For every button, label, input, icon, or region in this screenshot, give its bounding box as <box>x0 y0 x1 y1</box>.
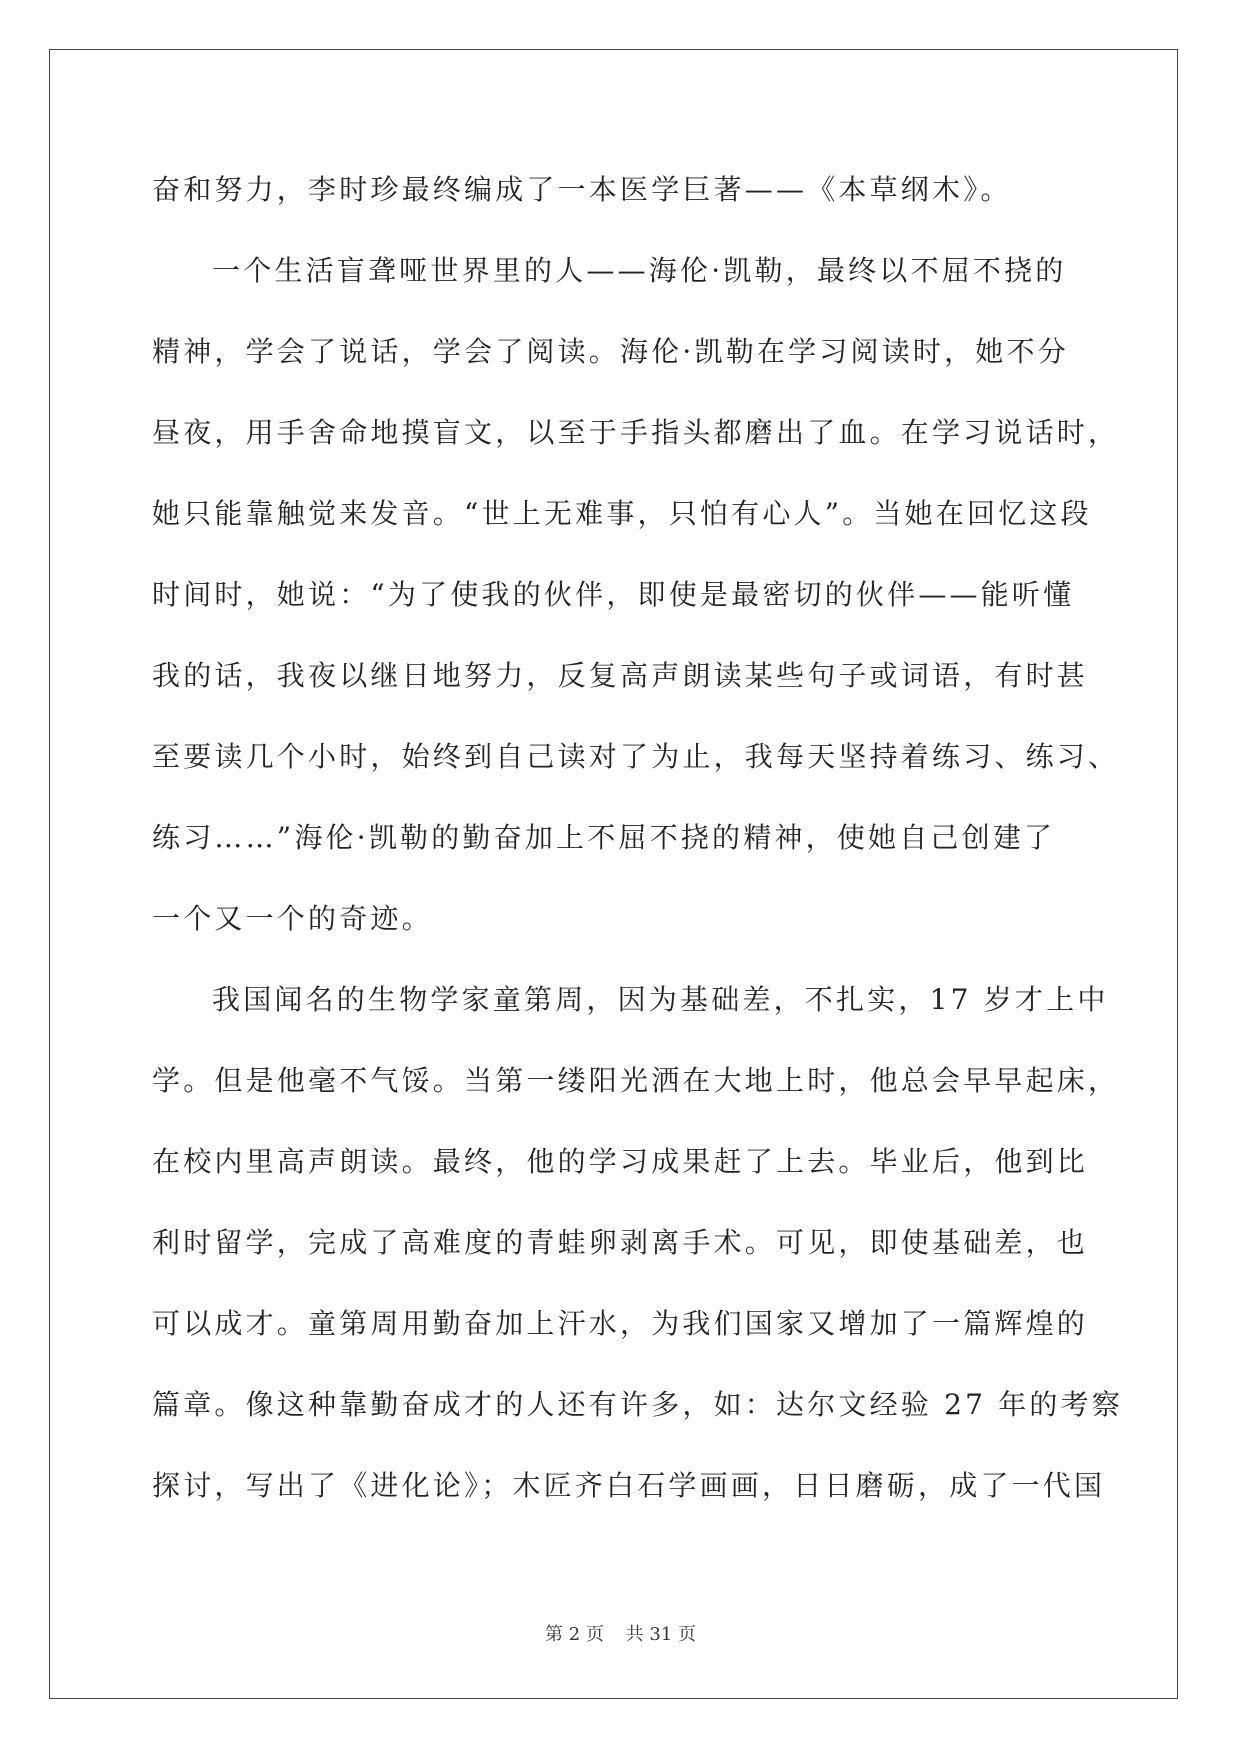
text-line-11: 我国闻名的生物学家童第周，因为基础差，不扎实，17 岁才上中 <box>212 983 1109 1016</box>
text-line-4: 昼夜，用手舍命地摸盲文，以至于手指头都磨出了血。在学习说话时， <box>152 416 1120 449</box>
page-number: 第 2 页 <box>545 1624 604 1645</box>
text-line-6: 时间时，她说：“为了使我的伙伴，即使是最密切的伙伴——能听懂 <box>152 578 1075 611</box>
text-line-14: 利时留学，完成了高难度的青蛙卵剥离手术。可见，即使基础差，也 <box>152 1226 1089 1259</box>
text-line-2: 一个生活盲聋哑世界里的人——海伦·凯勒，最终以不屈不挠的 <box>212 254 1067 287</box>
total-pages: 共 31 页 <box>625 1624 696 1645</box>
text-line-7: 我的话，我夜以继日地努力，反复高声朗读某些句子或词语，有时甚 <box>152 659 1089 692</box>
text-line-1: 奋和努力，李时珍最终编成了一本医学巨著——《本草纲木》。 <box>152 173 1012 206</box>
text-line-10: 一个又一个的奇迹。 <box>152 902 433 935</box>
text-line-17: 探讨，写出了《进化论》；木匠齐白石学画画，日日磨砺，成了一代国 <box>152 1469 1106 1502</box>
text-line-5: 她只能靠触觉来发音。“世上无难事，只怕有心人”。当她在回忆这段 <box>152 497 1092 530</box>
page-footer <box>0 1620 1241 1646</box>
text-line-13: 在校内里高声朗读。最终，他的学习成果赶了上去。毕业后，他到比 <box>152 1145 1089 1178</box>
text-line-3: 精神，学会了说话，学会了阅读。海伦·凯勒在学习阅读时，她不分 <box>152 335 1069 368</box>
text-line-16: 篇章。像这种靠勤奋成才的人还有许多，如：达尔文经验 27 年的考察 <box>152 1388 1124 1421</box>
text-line-9: 练习……”海伦·凯勒的勤奋加上不屈不挠的精神，使她自己创建了 <box>152 821 1056 854</box>
text-line-8: 至要读几个小时，始终到自己读对了为止，我每天坚持着练习、练习、 <box>152 740 1120 773</box>
text-line-15: 可以成才。童第周用勤奋加上汗水，为我们国家又增加了一篇辉煌的 <box>152 1307 1089 1340</box>
text-line-12: 学。但是他毫不气馁。当第一缕阳光洒在大地上时，他总会早早起床， <box>152 1064 1120 1097</box>
page-border <box>49 49 1178 1699</box>
